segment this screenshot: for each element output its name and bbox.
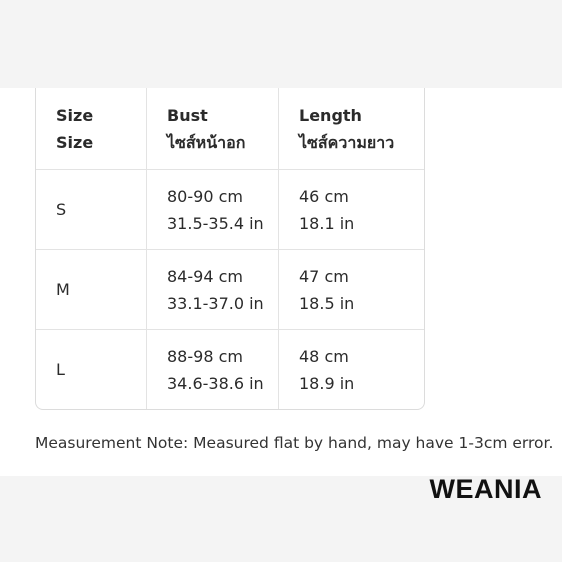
brand-logo: WEANIA: [429, 474, 542, 504]
size-label: S: [56, 200, 67, 219]
header-length-th: ไซส์ความยาว: [299, 132, 395, 152]
size-cell: [36, 170, 147, 249]
length-in: 18.9 in: [299, 373, 355, 393]
length-cm: 47 cm: [299, 266, 349, 286]
size-cell: [36, 250, 147, 329]
header-size-cell: [36, 88, 147, 169]
bust-cell: [147, 250, 279, 329]
length-in: 18.5 in: [299, 293, 355, 313]
bust-cell: [147, 170, 279, 249]
bust-in: 33.1-37.0 in: [167, 293, 264, 313]
table-row: [36, 249, 424, 329]
header-size-alt: Size: [56, 132, 94, 152]
length-in: 18.1 in: [299, 213, 355, 233]
table-row: [36, 169, 424, 249]
header-length-en: Length: [299, 105, 362, 125]
header-length-cell: [279, 88, 424, 169]
length-cell: [279, 170, 424, 249]
header-bust-th: ไซส์หน้าอก: [167, 132, 246, 152]
header-bust-cell: [147, 88, 279, 169]
size-label: M: [56, 280, 70, 299]
bust-cm: 88-98 cm: [167, 346, 243, 366]
table-header-row: [36, 88, 424, 169]
size-chart-table: [35, 88, 425, 410]
header-size-en: Size: [56, 105, 94, 125]
bust-cell: [147, 330, 279, 409]
length-cell: [279, 330, 424, 409]
size-label: L: [56, 360, 65, 379]
length-cell: [279, 250, 424, 329]
length-cm: 48 cm: [299, 346, 349, 366]
table-row: [36, 329, 424, 409]
bust-in: 31.5-35.4 in: [167, 213, 264, 233]
length-cm: 46 cm: [299, 186, 349, 206]
top-background: [0, 0, 562, 88]
size-cell: [36, 330, 147, 409]
bust-cm: 80-90 cm: [167, 186, 243, 206]
bust-in: 34.6-38.6 in: [167, 373, 264, 393]
header-bust-en: Bust: [167, 105, 208, 125]
bust-cm: 84-94 cm: [167, 266, 243, 286]
measurement-note: Measurement Note: Measured flat by hand, may have 1-3cm error.: [35, 434, 554, 452]
